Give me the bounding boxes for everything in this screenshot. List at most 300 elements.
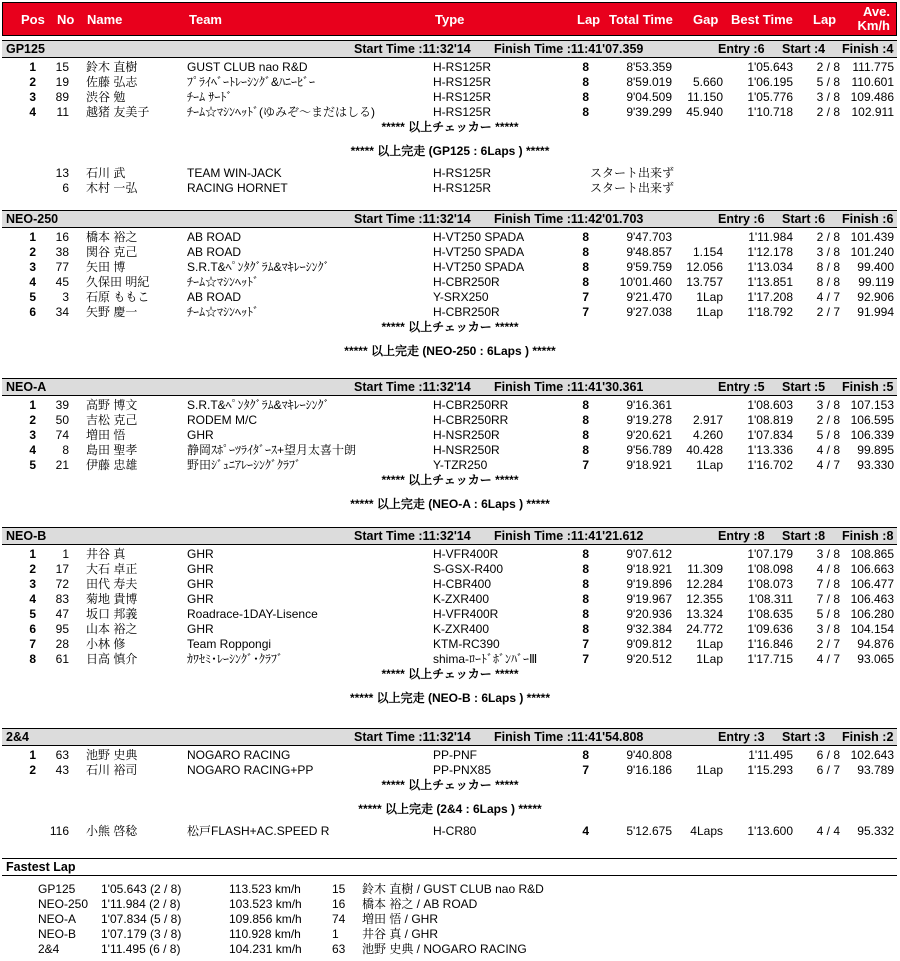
finish-count: Finish :2 <box>842 730 894 744</box>
cell-ave: 106.663 <box>850 562 894 576</box>
results-header <box>2 2 897 36</box>
cell-bl: 5 / 8 <box>816 75 840 89</box>
cell-team: S.R.T&ﾍﾟﾝﾀｸﾞﾗﾑ&ﾏｷﾚｰｼﾝｸﾞ <box>187 398 330 412</box>
cell-ave: 94.876 <box>857 637 894 651</box>
cell-pos: 5 <box>29 290 36 304</box>
cell-bl: 4 / 8 <box>816 443 840 457</box>
cell-total: 9'18.921 <box>626 562 672 576</box>
cell-gap: 4.260 <box>692 428 723 442</box>
finish-time: Finish Time :11:41'21.612 <box>494 529 644 543</box>
cell-gap: 13.324 <box>686 607 723 621</box>
cell-team: ﾁｰﾑ☆ﾏｼﾝﾍｯﾄﾞ <box>187 305 260 319</box>
cell-name: 小熊 啓稔 <box>86 824 138 838</box>
class-name: NEO-250 <box>6 212 59 226</box>
cell-pos: 3 <box>29 428 36 442</box>
class-header <box>2 378 897 396</box>
complete-line: ***** 以上完走 (NEO-B : 6Laps ) ***** <box>349 691 551 705</box>
cell-ave: 104.154 <box>850 622 894 636</box>
finish-time: Finish Time :11:41'30.361 <box>494 380 644 394</box>
cell-type: H-RS125R <box>433 60 492 74</box>
fastest-no: 16 <box>332 897 346 911</box>
class-header <box>2 527 897 545</box>
start-count: Start :6 <box>782 212 826 226</box>
cell-best: 1'17.715 <box>747 652 793 666</box>
fastest-no: 74 <box>332 912 346 926</box>
fastest-speed: 104.231 km/h <box>229 942 302 956</box>
table-row <box>0 547 900 562</box>
fastest-cls: 2&4 <box>38 942 60 956</box>
cell-best: 1'08.073 <box>747 577 793 591</box>
cell-lap: 8 <box>582 622 589 636</box>
cell-team: GHR <box>187 562 214 576</box>
cell-bl: 6 / 8 <box>816 748 840 762</box>
cell-lap: 8 <box>582 245 589 259</box>
cell-team: GHR <box>187 622 214 636</box>
cell-team: ﾌﾟﾗｲﾍﾞｰﾄﾚｰｼﾝｸﾞ&ﾊﾆｰﾋﾞｰ <box>187 75 316 89</box>
table-row <box>0 748 900 763</box>
cell-best: 1'13.851 <box>747 275 793 289</box>
cell-ave: 106.463 <box>850 592 894 606</box>
finish-count: Finish :8 <box>842 529 894 543</box>
cell-gap: 1Lap <box>696 290 723 304</box>
cell-gap: 11.309 <box>687 562 723 576</box>
table-row <box>0 428 900 443</box>
entry-count: Entry :3 <box>718 730 765 744</box>
cell-lap: 8 <box>582 413 589 427</box>
fastest-time: 1'07.834 (5 / 8) <box>101 912 182 926</box>
cell-total: 9'20.621 <box>626 428 672 442</box>
cell-type: shima-ﾛｰﾄﾞﾎﾞﾝﾊﾞｰⅢ <box>433 652 538 666</box>
fastest-time: 1'05.643 (2 / 8) <box>101 882 182 896</box>
fastest-lap-row <box>0 912 900 927</box>
cell-type: H-RS125R <box>433 166 492 180</box>
cell-name: 渋谷 勉 <box>86 90 126 104</box>
fastest-lap-row <box>0 897 900 912</box>
cell-type: H-CR80 <box>433 824 477 838</box>
col-lap: Lap <box>577 12 601 27</box>
cell-name: 田代 寿夫 <box>86 577 138 591</box>
cell-best: 1'05.776 <box>747 90 793 104</box>
cell-ave: 107.153 <box>850 398 894 412</box>
cell-pos: 1 <box>29 748 36 762</box>
complete-line: ***** 以上完走 (GP125 : 6Laps ) ***** <box>350 144 550 158</box>
fastest-no: 1 <box>332 927 339 941</box>
complete-line: ***** 以上完走 (NEO-A : 6Laps ) ***** <box>350 497 550 511</box>
cell-type: H-VFR400R <box>433 547 499 561</box>
checker-line: ***** 以上チェッカー ***** <box>381 473 519 487</box>
entry-count: Entry :6 <box>718 212 765 226</box>
cell-total: 9'27.038 <box>626 305 672 319</box>
cell-type: Y-SRX250 <box>433 290 489 304</box>
table-row-extra <box>0 166 900 181</box>
cell-team: NOGARO RACING+PP <box>187 763 314 777</box>
cell-type: H-VT250 SPADA <box>433 230 525 244</box>
cell-gap: 1Lap <box>696 637 723 651</box>
cell-gap: 24.772 <box>686 622 723 636</box>
table-row <box>0 413 900 428</box>
col-ave: Ave. Km/h <box>857 4 890 33</box>
table-row <box>0 398 900 413</box>
fastest-time: 1'11.495 (6 / 8) <box>101 942 181 956</box>
cell-team: 野田ｼﾞｭﾆｱﾚｰｼﾝｸﾞｸﾗﾌﾞ <box>187 458 302 472</box>
cell-no: 47 <box>55 607 69 621</box>
cell-best: 1'08.603 <box>747 398 793 412</box>
cell-lap: 8 <box>582 607 589 621</box>
start-count: Start :3 <box>782 730 826 744</box>
cell-lap: 8 <box>582 275 589 289</box>
cell-type: H-RS125R <box>433 75 492 89</box>
table-row <box>0 260 900 275</box>
cell-name: 越猪 友美子 <box>86 105 150 119</box>
checker-line: ***** 以上チェッカー ***** <box>381 778 519 792</box>
cell-no: 21 <box>55 458 69 472</box>
cell-lap: 8 <box>582 443 589 457</box>
cell-team: ﾁｰﾑ☆ﾏｼﾝﾍｯﾄﾞ(ゆみぞ～まだはしる) <box>187 105 375 119</box>
cell-total: 9'16.186 <box>626 763 672 777</box>
fastest-cls: NEO-B <box>38 927 77 941</box>
cell-name: 坂口 邦義 <box>86 607 138 621</box>
cell-pos: 8 <box>29 652 36 666</box>
cell-ave: 91.994 <box>857 305 894 319</box>
cell-lap: 8 <box>582 230 589 244</box>
cell-pos: 6 <box>29 622 36 636</box>
cell-pos: 2 <box>29 562 36 576</box>
cell-lap: 7 <box>582 637 589 651</box>
finish-count: Finish :5 <box>842 380 894 394</box>
class-header <box>2 40 897 58</box>
cell-no: 28 <box>55 637 69 651</box>
cell-type: PP-PNF <box>433 748 478 762</box>
cell-name: 井谷 真 <box>86 547 126 561</box>
cell-type: H-RS125R <box>433 90 492 104</box>
cell-no: 3 <box>62 290 69 304</box>
cell-no: 8 <box>62 443 69 457</box>
cell-bl: 5 / 8 <box>816 428 840 442</box>
cell-bl: 3 / 8 <box>816 398 840 412</box>
start-count: Start :8 <box>782 529 826 543</box>
cell-gap: 45.940 <box>686 105 723 119</box>
cell-bl: 2 / 8 <box>816 413 840 427</box>
cell-type: H-VFR400R <box>433 607 499 621</box>
finish-count: Finish :4 <box>842 42 894 56</box>
cell-total: 9'09.812 <box>626 637 672 651</box>
cell-pos: 7 <box>29 637 36 651</box>
cell-name: 池野 史典 <box>86 748 138 762</box>
cell-no: 61 <box>55 652 69 666</box>
col-team: Team <box>189 12 222 27</box>
cell-lap: 8 <box>582 105 589 119</box>
cell-name: 日高 慎介 <box>86 652 138 666</box>
fastest-lap-row <box>0 882 900 897</box>
table-row <box>0 458 900 473</box>
cell-bl: 8 / 8 <box>816 260 840 274</box>
cell-no: 11 <box>56 105 69 119</box>
table-row <box>0 443 900 458</box>
cell-team: AB ROAD <box>187 230 242 244</box>
cell-team: 松戸FLASH+AC.SPEED R <box>187 824 330 838</box>
cell-name: 大石 卓正 <box>86 562 138 576</box>
cell-team: 静岡ｽﾎﾟｰﾂﾗｲﾀﾞｰｽ+望月太喜十朗 <box>187 443 357 457</box>
cell-bl: 2 / 8 <box>816 230 840 244</box>
cell-name: 佐藤 弘志 <box>86 75 138 89</box>
cell-team: GUST CLUB nao R&D <box>187 60 308 74</box>
cell-team: RACING HORNET <box>187 181 288 195</box>
cell-bl: 6 / 7 <box>816 763 840 777</box>
cell-gap: 40.428 <box>686 443 723 457</box>
cell-lap: 8 <box>582 562 589 576</box>
table-row <box>0 562 900 577</box>
start-time: Start Time :11:32'14 <box>354 730 471 744</box>
cell-lap: 7 <box>582 305 589 319</box>
cell-no: 15 <box>55 60 69 74</box>
cell-lap: 7 <box>582 763 589 777</box>
table-row <box>0 763 900 778</box>
col-pos: Pos <box>21 12 45 27</box>
col-lap2: Lap <box>813 12 837 27</box>
fastest-who: 鈴木 直樹 / GUST CLUB nao R&D <box>362 882 544 896</box>
cell-ave: 101.240 <box>850 245 894 259</box>
cell-name: 島田 聖孝 <box>86 443 138 457</box>
cell-bl: 2 / 7 <box>816 637 840 651</box>
table-row <box>0 622 900 637</box>
table-row <box>0 245 900 260</box>
checker-line: ***** 以上チェッカー ***** <box>381 667 519 681</box>
cell-type: H-CBR250R <box>433 275 500 289</box>
cell-bl: 3 / 8 <box>816 90 840 104</box>
cell-gap: 11.150 <box>687 90 723 104</box>
cell-gap: 1Lap <box>696 458 723 472</box>
cell-pos: 4 <box>29 275 36 289</box>
cell-total: 9'16.361 <box>626 398 672 412</box>
cell-team: ﾁｰﾑ☆ﾏｼﾝﾍｯﾄﾞ <box>187 275 260 289</box>
col-gap: Gap <box>693 12 719 27</box>
cell-ave: 93.330 <box>857 458 894 472</box>
cell-no: 38 <box>55 245 69 259</box>
cell-best: 1'15.293 <box>747 763 793 777</box>
cell-type: S-GSX-R400 <box>433 562 504 576</box>
cell-pos: 6 <box>29 305 36 319</box>
cell-best: 1'17.208 <box>747 290 793 304</box>
finish-time: Finish Time :11:41'54.808 <box>494 730 644 744</box>
cell-ave: 102.643 <box>850 748 894 762</box>
cell-bl: 3 / 8 <box>816 547 840 561</box>
cell-gap: 12.284 <box>686 577 723 591</box>
col-total: Total Time <box>609 12 673 27</box>
cell-bl: 4 / 7 <box>816 290 840 304</box>
table-row <box>0 105 900 120</box>
cell-ave: 99.119 <box>858 275 894 289</box>
cell-type: H-CBR250R <box>433 305 500 319</box>
cell-gap: 12.056 <box>686 260 723 274</box>
cell-no: 16 <box>55 230 69 244</box>
cell-no: 45 <box>55 275 69 289</box>
fastest-speed: 103.523 km/h <box>229 897 302 911</box>
cell-lap: 4 <box>582 824 589 838</box>
cell-lap: 8 <box>582 547 589 561</box>
cell-gap: 2.917 <box>692 413 723 427</box>
cell-total: 9'20.936 <box>626 607 672 621</box>
cell-type: H-VT250 SPADA <box>433 260 525 274</box>
cell-total: 9'19.896 <box>626 577 672 591</box>
cell-best: 1'05.643 <box>747 60 793 74</box>
cell-bl: 3 / 8 <box>816 245 840 259</box>
cell-name: 小林 修 <box>86 637 126 651</box>
cell-gap: 12.355 <box>686 592 723 606</box>
table-row <box>0 275 900 290</box>
finish-time: Finish Time :11:42'01.703 <box>494 212 644 226</box>
cell-best: 1'18.792 <box>747 305 793 319</box>
cell-type: KTM-RC390 <box>433 637 500 651</box>
cell-pos: 2 <box>29 763 36 777</box>
cell-lap: 7 <box>582 652 589 666</box>
cell-pos: 2 <box>29 75 36 89</box>
cell-ave: 101.439 <box>850 230 894 244</box>
table-row <box>0 305 900 320</box>
cell-best: 1'16.702 <box>747 458 793 472</box>
cell-type: H-VT250 SPADA <box>433 245 525 259</box>
cell-no: 19 <box>55 75 69 89</box>
cell-lap: 8 <box>582 577 589 591</box>
cell-name: 橋本 裕之 <box>86 230 138 244</box>
cell-type: H-NSR250R <box>433 428 500 442</box>
cell-total: 9'20.512 <box>626 652 672 666</box>
cell-gap: 1Lap <box>696 763 723 777</box>
cell-name: 高野 博文 <box>86 398 138 412</box>
cell-best: 1'10.718 <box>747 105 793 119</box>
cell-lap: 8 <box>582 260 589 274</box>
cell-type: K-ZXR400 <box>433 622 490 636</box>
cell-team: NOGARO RACING <box>187 748 291 762</box>
cell-ave: 108.865 <box>850 547 894 561</box>
cell-best: 1'06.195 <box>747 75 793 89</box>
cell-ave: 109.486 <box>850 90 894 104</box>
cell-no: 116 <box>49 824 69 838</box>
class-header <box>2 210 897 228</box>
cell-gap: 1Lap <box>696 305 723 319</box>
cell-no: 74 <box>55 428 69 442</box>
finish-count: Finish :6 <box>842 212 894 226</box>
cell-name: 石川 裕司 <box>86 763 138 777</box>
cell-best: 1'09.636 <box>747 622 793 636</box>
cell-ave: 102.911 <box>851 105 894 119</box>
fastest-speed: 113.523 km/h <box>229 882 301 896</box>
fastest-who: 池野 史典 / NOGARO RACING <box>362 942 527 956</box>
cell-no: 43 <box>55 763 69 777</box>
cell-team: GHR <box>187 428 214 442</box>
cell-type: H-CBR400 <box>433 577 492 591</box>
fastest-lap-row <box>0 942 900 957</box>
cell-best: 1'08.635 <box>747 607 793 621</box>
cell-pos: 1 <box>29 60 36 74</box>
cell-total: 9'04.509 <box>626 90 672 104</box>
cell-lap: 7 <box>582 458 589 472</box>
cell-total: 9'40.808 <box>626 748 672 762</box>
cell-bl: 4 / 7 <box>816 652 840 666</box>
fastest-speed: 110.928 km/h <box>229 927 301 941</box>
cell-no: 89 <box>55 90 69 104</box>
cell-pos: 5 <box>29 458 36 472</box>
cell-best: 1'11.495 <box>748 748 793 762</box>
cell-total: 5'12.675 <box>626 824 672 838</box>
checker-line: ***** 以上チェッカー ***** <box>381 120 519 134</box>
cell-gap: 4Laps <box>690 824 723 838</box>
table-row <box>0 592 900 607</box>
cell-gap: 13.757 <box>686 275 723 289</box>
cell-no: 77 <box>55 260 69 274</box>
cell-best: 1'08.311 <box>748 592 793 606</box>
fastest-speed: 109.856 km/h <box>229 912 302 926</box>
cell-no: 17 <box>55 562 69 576</box>
cell-no: 39 <box>55 398 69 412</box>
cell-pos: 2 <box>29 413 36 427</box>
cell-ave: 110.601 <box>851 75 894 89</box>
cell-lap: 8 <box>582 90 589 104</box>
cell-total: スタート出来ず <box>590 181 675 195</box>
complete-line: ***** 以上完走 (2&4 : 6Laps ) ***** <box>358 802 542 816</box>
cell-no: 95 <box>55 622 69 636</box>
cell-ave: 106.477 <box>850 577 894 591</box>
cell-total: 9'39.299 <box>626 105 672 119</box>
cell-type: H-CBR250RR <box>433 413 509 427</box>
cell-best: 1'13.336 <box>747 443 793 457</box>
class-name: 2&4 <box>6 730 29 744</box>
start-time: Start Time :11:32'14 <box>354 212 471 226</box>
cell-name: 久保田 明紀 <box>86 275 150 289</box>
start-count: Start :5 <box>782 380 826 394</box>
fastest-cls: GP125 <box>38 882 76 896</box>
col-type: Type <box>435 12 465 27</box>
class-name: NEO-A <box>6 380 47 394</box>
cell-no: 6 <box>62 181 69 195</box>
table-row-extra <box>0 181 900 196</box>
fastest-lap-row <box>0 927 900 942</box>
cell-no: 72 <box>55 577 69 591</box>
entry-count: Entry :5 <box>718 380 765 394</box>
cell-type: H-CBR250RR <box>433 398 509 412</box>
cell-best: 1'12.178 <box>747 245 793 259</box>
cell-total: 8'59.019 <box>626 75 672 89</box>
cell-pos: 4 <box>29 105 36 119</box>
fastest-who: 増田 悟 / GHR <box>362 912 439 926</box>
cell-pos: 1 <box>29 547 36 561</box>
cell-name: 鈴木 直樹 <box>86 60 138 74</box>
cell-pos: 4 <box>29 592 36 606</box>
cell-team: Roadrace-1DAY-Lisence <box>187 607 318 621</box>
cell-ave: 106.595 <box>850 413 894 427</box>
cell-name: 菊地 貴博 <box>86 592 138 606</box>
cell-gap: 1.154 <box>692 245 723 259</box>
cell-total: 8'53.359 <box>626 60 672 74</box>
cell-name: 矢野 慶一 <box>86 305 138 319</box>
cell-no: 13 <box>55 166 69 180</box>
cell-bl: 7 / 8 <box>816 577 840 591</box>
start-time: Start Time :11:32'14 <box>354 380 471 394</box>
cell-lap: 8 <box>582 398 589 412</box>
cell-team: AB ROAD <box>187 290 242 304</box>
cell-name: 山本 裕之 <box>86 622 138 636</box>
cell-ave: 111.775 <box>852 60 894 74</box>
cell-pos: 1 <box>29 398 36 412</box>
cell-name: 石原 ももこ <box>86 290 150 304</box>
cell-type: H-RS125R <box>433 181 492 195</box>
cell-name: 吉松 克己 <box>86 413 138 427</box>
cell-best: 1'13.034 <box>747 260 793 274</box>
cell-bl: 5 / 8 <box>816 607 840 621</box>
table-row <box>0 637 900 652</box>
cell-best: 1'16.846 <box>747 637 793 651</box>
cell-total: 9'47.703 <box>626 230 672 244</box>
col-best: Best Time <box>731 12 793 27</box>
